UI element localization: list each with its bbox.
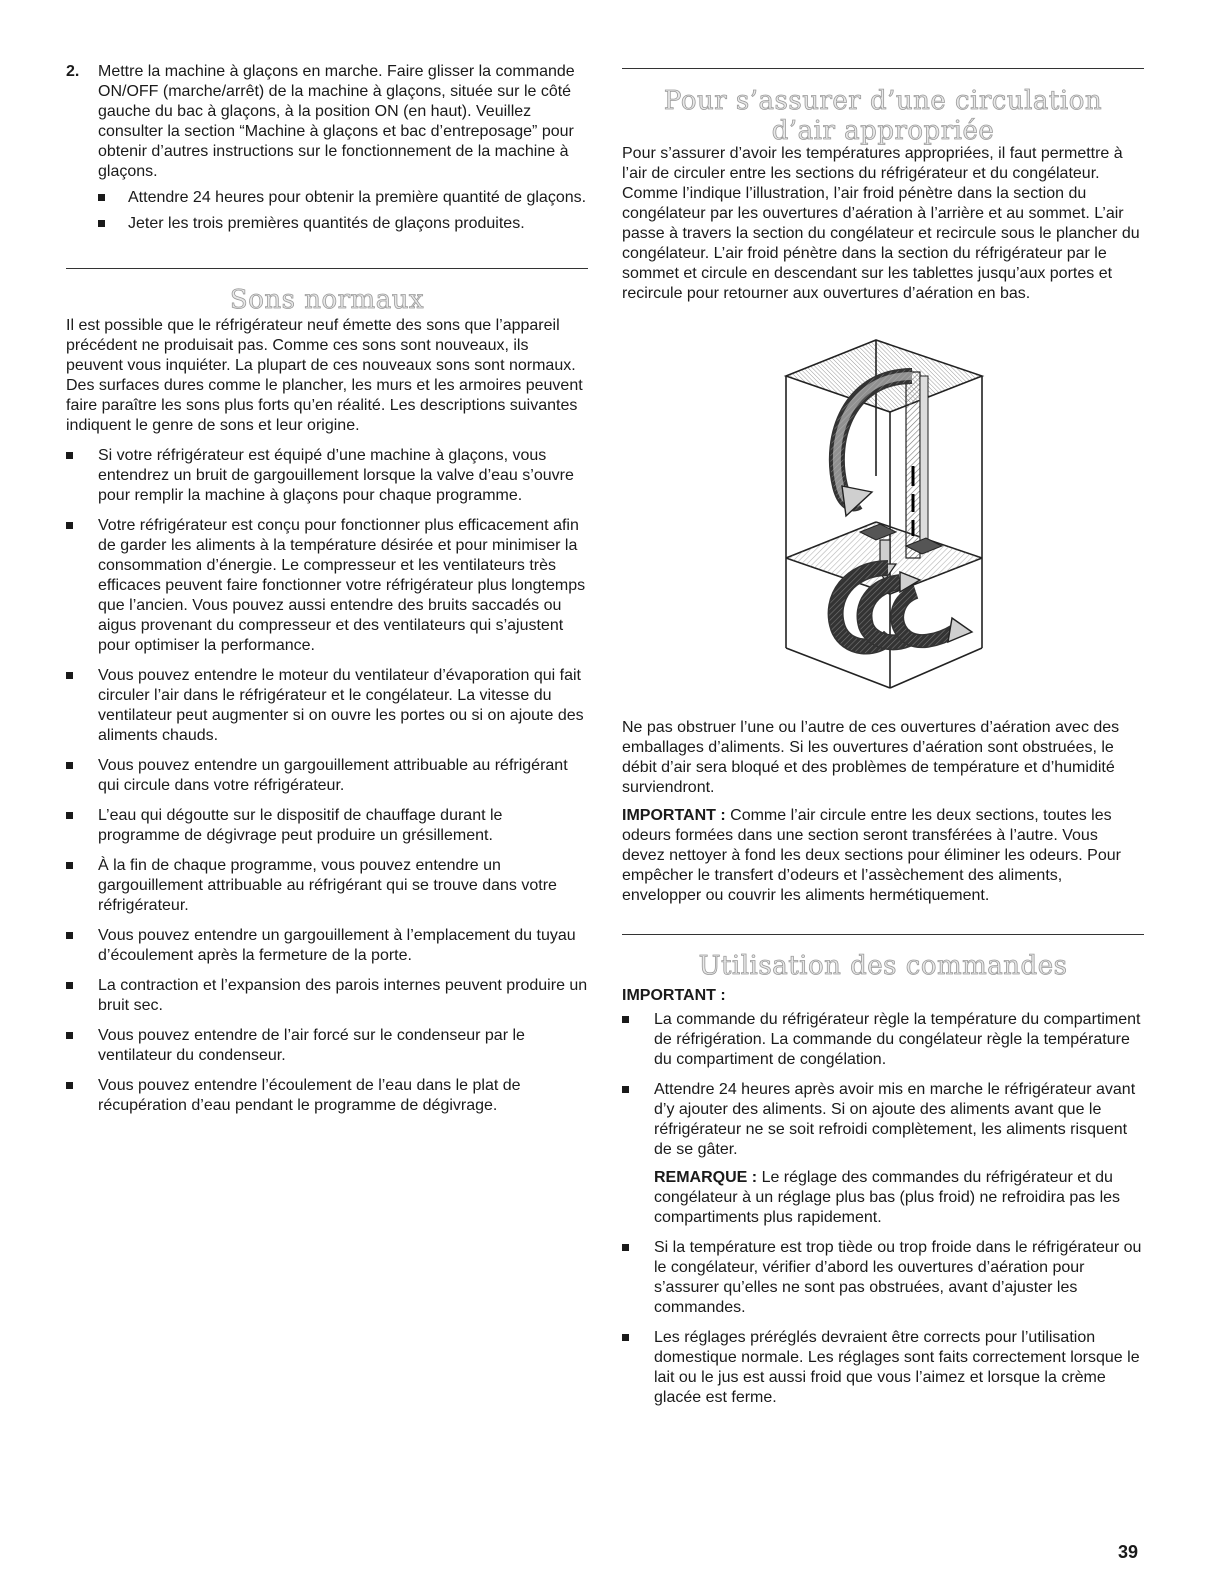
list-item: Vous pouvez entendre l’écoulement de l’eau dans le plat de récupération d’eau pendant le programme de dégivrage. — [66, 1076, 588, 1116]
controls-important-label: IMPORTANT : — [622, 987, 726, 1004]
list-item: Vous pouvez entendre le moteur du ventilateur d’évaporation qui fait circuler l’air dans le réfrigérateur et le congélateur. La vitesse du ventilateur peut augmenter si on ouvre les portes ou si on ajoute des aliments chauds. — [66, 666, 588, 746]
bullet-square-icon — [66, 812, 73, 819]
step-2 — [66, 62, 588, 234]
list-item: Vous pouvez entendre un gargouillement à l’emplacement du tuyau d’écoulement après la fermeture de la porte. — [66, 926, 588, 966]
air-after: Ne pas obstruer l’une ou l’autre de ces ouvertures d’aération avec des emballages d’aliments. Si les ouvertures d’aération sont obstruées, le débit d’air sera bloqué et des problèmes de température et d’humidité surviendront. — [622, 719, 1120, 796]
bullet-square-icon — [98, 220, 105, 227]
step-text: Mettre la machine à glaçons en marche. Faire glisser la commande ON/OFF (marche/arrêt) de la machine à glaçons, située sur le côté gauche du bac à glaçons, à la position ON (en haut). Veuillez consulter la section “Machine à glaçons et bac d’entreposage” pour obtenir d’autres instructions sur le fonctionnement de la machine à glaçons. — [98, 63, 575, 180]
section-divider — [622, 934, 1144, 935]
sounds-section — [66, 316, 588, 1116]
bullet-square-icon — [66, 522, 73, 529]
sounds-bullets — [66, 446, 588, 1116]
list-item: Si la température est trop tiède ou trop froide dans le réfrigérateur ou le congélateur, vérifier d’abord les ouvertures d’aération pour s’assurer qu’elles ne sont pas obstruées, avant d’ajuster les commandes. — [622, 1238, 1144, 1318]
bullet-square-icon — [66, 862, 73, 869]
list-item: À la fin de chaque programme, vous pouvez entendre un gargouillement attribuable au réfrigérant qui se trouve dans votre réfrigérateur. — [66, 856, 588, 916]
air-duct — [906, 372, 928, 558]
list-item: L’eau qui dégoutte sur le dispositif de chauffage durant le programme de dégivrage peut produire un grésillement. — [66, 806, 588, 846]
note-text: Le réglage des commandes du réfrigérateur et du congélateur à un réglage plus bas (plus froid) ne refroidira pas les compartiments plus rapidement. — [654, 1169, 1121, 1226]
note-label: REMARQUE : — [654, 1169, 758, 1186]
bullet-square-icon — [66, 672, 73, 679]
list-item: Attendre 24 heures après avoir mis en marche le réfrigérateur avant d’y ajouter des aliments. Si on ajoute des aliments avant que le réfrigérateur ne se soit refroidi complètement, les aliments risquent de se gâter. REMARQUE : Le réglage des commandes du réfrigérateur et du congélateur à un réglage plus bas (plus froid) ne refroidira pas les compartiments plus rapidement. — [622, 1080, 1144, 1228]
bullet-square-icon — [66, 1032, 73, 1039]
bullet-square-icon — [98, 194, 105, 201]
step-number: 2. — [66, 63, 80, 80]
section-divider — [622, 68, 1144, 69]
list-item: Jeter les trois premières quantités de glaçons produites. — [66, 214, 588, 234]
important-text: Comme l’air circule entre les deux sections, toutes les odeurs formées dans une section seront transférées à l’autre. Vous devez nettoyer à fond les deux sections pour éliminer les odeurs. Pour empêcher le transfert d’odeurs et l’assèchement des aliments, envelopper ou couvrir les aliments hermétiquement. — [622, 807, 1121, 904]
sounds-intro: Il est possible que le réfrigérateur neuf émette des sons que l’appareil précédent ne produisait pas. Comme ces sons sont nouveaux, ils peuvent vous inquiéter. La plupart de ces nouveaux sons sont normaux. Des surfaces dures comme le plancher, les murs et les armoires peuvent faire paraître les sons plus forts qu’en réalité. Les descriptions suivantes indiquent le genre de sons et leur origine. — [66, 317, 583, 434]
list-item: La contraction et l’expansion des parois internes peuvent produire un bruit sec. — [66, 976, 588, 1016]
list-item: Attendre 24 heures pour obtenir la première quantité de glaçons. — [66, 188, 588, 208]
air-after-block — [622, 718, 1144, 906]
list-item: Vous pouvez entendre un gargouillement attribuable au réfrigérant qui circule dans votre réfrigérateur. — [66, 756, 588, 796]
bullet-square-icon — [66, 932, 73, 939]
bullet-square-icon — [66, 1082, 73, 1089]
section-divider — [66, 268, 588, 269]
step-bullets — [66, 188, 588, 234]
air-intro: Pour s’assurer d’avoir les températures appropriées, il faut permettre à l’air de circuler entre les sections du réfrigérateur et du congélateur. Comme l’indique l’illustration, l’air froid pénètre dans la section du congélateur par les ouvertures d’aération à l’arrière et au sommet. L’air passe à travers la section du congélateur et recircule sous le plancher du congélateur. L’air froid pénètre dans la section du réfrigérateur par le sommet et circule en descendant sur les tablettes jusqu’aux portes et recircule pour retourner aux ouvertures d’aération en bas. — [622, 145, 1140, 302]
controls-bullets — [622, 1010, 1144, 1408]
bullet-square-icon — [622, 1244, 629, 1251]
section-heading-controls: Utilisation des commandes — [698, 951, 1068, 981]
air-intro-block — [622, 144, 1144, 304]
list-item: Vous pouvez entendre de l’air forcé sur le condenseur par le ventilateur du condenseur. — [66, 1026, 588, 1066]
controls-section — [622, 986, 1144, 1408]
important-label: IMPORTANT : — [622, 807, 726, 824]
airflow-illustration — [780, 336, 990, 692]
bullet-square-icon — [622, 1334, 629, 1341]
section-heading-air-circulation: Pour s’assurer d’une circulation d’air appropriée — [663, 86, 1103, 146]
list-item: Si votre réfrigérateur est équipé d’une machine à glaçons, vous entendrez un bruit de gargouillement lorsque la valve d’eau s’ouvre pour remplir la machine à glaçons pour chaque programme. — [66, 446, 588, 506]
list-item: Les réglages préréglés devraient être corrects pour l’utilisation domestique normale. Les réglages sont faits correctement lorsque le lait ou le jus est aussi froid que vous l’aimez et lorsque la crème glacée est ferme. — [622, 1328, 1144, 1408]
bullet-square-icon — [66, 452, 73, 459]
section-heading-sounds: Sons normaux — [229, 285, 425, 315]
list-item: Votre réfrigérateur est conçu pour fonctionner plus efficacement afin de garder les aliments à la température désirée et pour minimiser la consommation d’énergie. Le compresseur et les ventilateurs très efficaces peuvent faire fonctionner votre réfrigérateur plus longtemps que l’ancien. Vous pouvez aussi entendre des bruits saccadés ou aigus provenant du compresseur et des ventilateurs qui s’ajustent pour optimiser la performance. — [66, 516, 588, 656]
list-item: La commande du réfrigérateur règle la température du compartiment de réfrigération. La commande du congélateur règle la température du compartiment de congélation. — [622, 1010, 1144, 1070]
bullet-square-icon — [66, 982, 73, 989]
bullet-square-icon — [622, 1086, 629, 1093]
controls-note — [654, 1168, 1144, 1228]
bullet-square-icon — [622, 1016, 629, 1023]
air-important — [622, 806, 1144, 906]
airflow-swirl-icon — [836, 568, 972, 646]
page-number: 39 — [1118, 1542, 1139, 1562]
bullet-square-icon — [66, 762, 73, 769]
